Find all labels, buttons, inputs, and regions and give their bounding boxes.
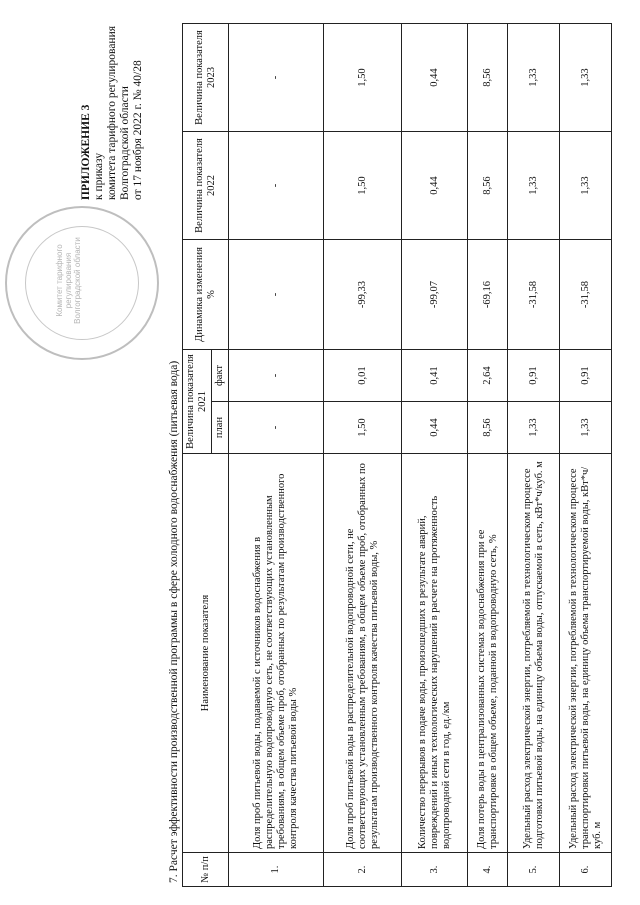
- col-header-plan: план: [212, 402, 229, 454]
- appendix-line: Волгоградской области: [119, 86, 131, 200]
- appendix-header: [80, 10, 145, 200]
- col-header-name: Наименование показателя: [183, 454, 229, 853]
- row-dynamics: -31,58: [560, 240, 612, 350]
- row-dynamics: -: [229, 240, 324, 350]
- row-2022: 1,33: [508, 132, 560, 240]
- row-plan: 1,33: [508, 402, 560, 454]
- row-name: Доля потерь воды в централизованных системах водоснабжения при ее транспортировке в общем объеме, поданной в водопроводную сеть, %: [468, 454, 508, 853]
- row-fact: -: [229, 350, 324, 402]
- row-2022: 8,56: [468, 132, 508, 240]
- col-header-2022: Величина показателя 2022: [183, 132, 229, 240]
- row-num: 6.: [560, 853, 612, 887]
- row-2023: 1,33: [560, 24, 612, 132]
- row-2023: -: [229, 24, 324, 132]
- row-num: 2.: [324, 853, 402, 887]
- row-2023: 8,56: [468, 24, 508, 132]
- seal-text: Комитет тарифного регулирования Волгоградской области: [55, 237, 82, 324]
- row-name: Количество перерывов в подаче воды, произошедших в результате аварий, повреждений и иных технологических нарушений в расчете на протяженность водопроводной сети в год, ед./км: [402, 454, 468, 853]
- row-plan: 8,56: [468, 402, 508, 454]
- row-dynamics: -69,16: [468, 240, 508, 350]
- col-header-fact: факт: [212, 350, 229, 402]
- row-2023: 1,50: [324, 24, 402, 132]
- row-plan: -: [229, 402, 324, 454]
- col-header-dynamics: Динамика изменения %: [183, 240, 229, 350]
- row-fact: 0,41: [402, 350, 468, 402]
- table-row: [560, 24, 612, 887]
- col-header-2023: Величина показателя 2023: [183, 24, 229, 132]
- row-fact: 0,01: [324, 350, 402, 402]
- row-fact: 0,91: [508, 350, 560, 402]
- appendix-line: от 17 ноября 2022 г. № 40/28: [132, 60, 144, 200]
- appendix-line: к приказу: [93, 152, 105, 200]
- section-title: 7. Расчет эффективности производственной программы в сфере холодного водоснабжения (питьевая вода): [168, 360, 180, 883]
- appendix-title: ПРИЛОЖЕНИЕ 3: [80, 104, 92, 200]
- appendix-line: комитета тарифного регулирования: [106, 25, 118, 200]
- seal-stamp: [5, 206, 159, 360]
- seal-inner-ring: [25, 226, 139, 340]
- table-row: [468, 24, 508, 887]
- table-row: [229, 24, 324, 887]
- row-num: 1.: [229, 853, 324, 887]
- row-2023: 0,44: [402, 24, 468, 132]
- row-name: Удельный расход электрической энергии, потребляемой в технологическом процессе транспортировки питьевой воды, на единицу объема транспортируемой воды, кВт*ч/куб. м: [560, 454, 612, 853]
- row-num: 5.: [508, 853, 560, 887]
- row-2022: 0,44: [402, 132, 468, 240]
- row-plan: 1,50: [324, 402, 402, 454]
- row-name: Доля проб питьевой воды в распределительной водопроводной сети, не соответствующих установленным требованиям, в общем объеме проб, отобранных по результатам производственного контроля качества питьевой воды, %: [324, 454, 402, 853]
- row-2022: 1,50: [324, 132, 402, 240]
- row-plan: 1,33: [560, 402, 612, 454]
- table-row: [402, 24, 468, 887]
- row-fact: 2,64: [468, 350, 508, 402]
- row-name: Доля проб питьевой воды, подаваемой с источников водоснабжения в распределительную водопроводную сеть, не соответствующих установленным требованиям, в общем объеме проб, отобранных по результатам производственного контроля качества питьевой воды %: [229, 454, 324, 853]
- row-dynamics: -99,33: [324, 240, 402, 350]
- row-num: 4.: [468, 853, 508, 887]
- row-dynamics: -31,58: [508, 240, 560, 350]
- row-plan: 0,44: [402, 402, 468, 454]
- col-header-2021: Величина показателя 2021: [183, 350, 212, 454]
- row-name: Удельный расход электрической энергии, потребляемой в технологическом процессе подготовки питьевой воды, на единицу объема воды, отпускаемой в сеть, кВт*ч/куб. м: [508, 454, 560, 853]
- row-dynamics: -99,07: [402, 240, 468, 350]
- row-2023: 1,33: [508, 24, 560, 132]
- efficiency-table: [182, 23, 612, 887]
- table-header-row: [183, 24, 212, 887]
- row-num: 3.: [402, 853, 468, 887]
- row-2022: 1,33: [560, 132, 612, 240]
- table-row: [508, 24, 560, 887]
- table-row: [324, 24, 402, 887]
- row-2022: -: [229, 132, 324, 240]
- row-fact: 0,91: [560, 350, 612, 402]
- col-header-num: № п/п: [183, 853, 229, 887]
